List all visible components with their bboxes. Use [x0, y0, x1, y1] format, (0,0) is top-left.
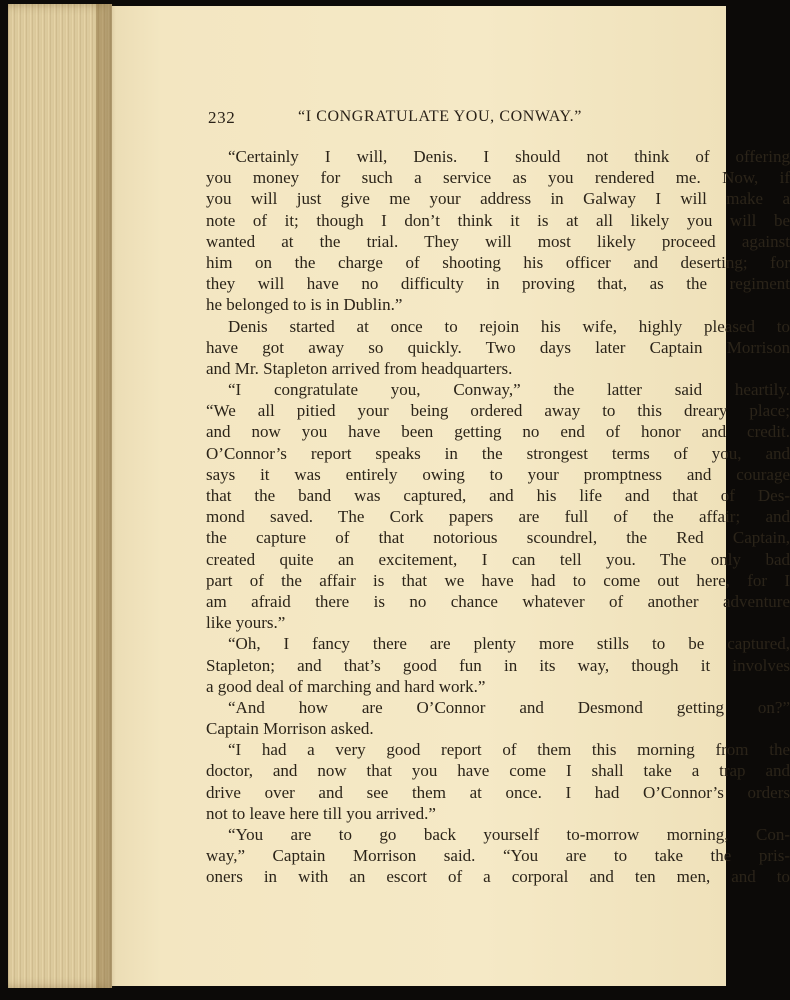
gutter-shadow — [96, 4, 116, 988]
running-title: “I CONGRATULATE YOU, CONWAY.” — [298, 108, 582, 125]
text-line: am afraid there is no chance whatever of another adventure — [206, 591, 790, 611]
text-line: and Mr. Stapleton arrived from headquarters. — [206, 358, 513, 378]
text-line: “And how are O’Connor and Desmond getting on?” — [228, 697, 790, 717]
text-line: wanted at the trial. They will most likely proceed against — [206, 231, 790, 251]
text-line: Captain Morrison asked. — [206, 719, 374, 739]
text-line: you money for such a service as you rendered me. Now, if — [206, 168, 790, 188]
text-line: Denis started at once to rejoin his wife, highly pleased to — [228, 316, 790, 336]
text-line: not to leave here till you arrived.” — [206, 803, 436, 823]
text-line: he belonged to is in Dublin.” — [206, 295, 403, 315]
text-line: “Certainly I will, Denis. I should not think of offering — [228, 147, 790, 166]
text-line: like yours.” — [206, 613, 286, 633]
text-line: you will just give me your address in Galway I will make a — [206, 189, 790, 209]
book-page — [112, 6, 790, 986]
text-line: O’Connor’s report speaks in the strongest terms of you, and — [206, 443, 790, 463]
text-line: and now you have been getting no end of honor and credit. — [206, 422, 790, 442]
text-line: “Oh, I fancy there are plenty more stills to be captured, — [228, 634, 790, 654]
text-line: “We all pitied your being ordered away to this dreary place; — [206, 401, 790, 421]
text-line: have got away so quickly. Two days later Captain Morrison — [206, 337, 790, 357]
text-line: Stapleton; and that’s good fun in its way, though it involves — [206, 655, 790, 675]
text-line: says it was entirely owing to your promptness and courage — [206, 464, 790, 484]
text-line: “I congratulate you, Conway,” the latter said heartily. — [228, 380, 790, 400]
text-line: part of the affair is that we have had to come out here, for I — [206, 570, 790, 590]
text-line: mond saved. The Cork papers are full of the affair; and — [206, 507, 790, 527]
page-number: 232 — [208, 108, 236, 127]
text-line: a good deal of marching and hard work.” — [206, 676, 486, 696]
text-line: “I had a very good report of them this morning from the — [228, 740, 790, 760]
text-line: note of it; though I don’t think it is at all likely you will be — [206, 210, 790, 230]
text-line: that the band was captured, and his life and that of Des- — [206, 486, 790, 505]
text-line: the capture of that notorious scoundrel, the Red Captain, — [206, 528, 790, 548]
text-line: doctor, and now that you have come I shall take a trap and — [206, 761, 790, 781]
text-line: him on the charge of shooting his officer and deserting; for — [206, 252, 790, 272]
text-line: they will have no difficulty in proving that, as the regiment — [206, 274, 790, 294]
body-text — [206, 146, 790, 888]
text-line: created quite an excitement, I can tell you. The only bad — [206, 549, 790, 569]
text-line: “You are to go back yourself to-morrow morning, Con- — [228, 825, 790, 844]
text-line: way,” Captain Morrison said. “You are to take the pris- — [206, 846, 790, 866]
text-line: oners in with an escort of a corporal and ten men, and to — [206, 867, 790, 887]
text-line: drive over and see them at once. I had O’Connor’s orders — [206, 782, 790, 802]
